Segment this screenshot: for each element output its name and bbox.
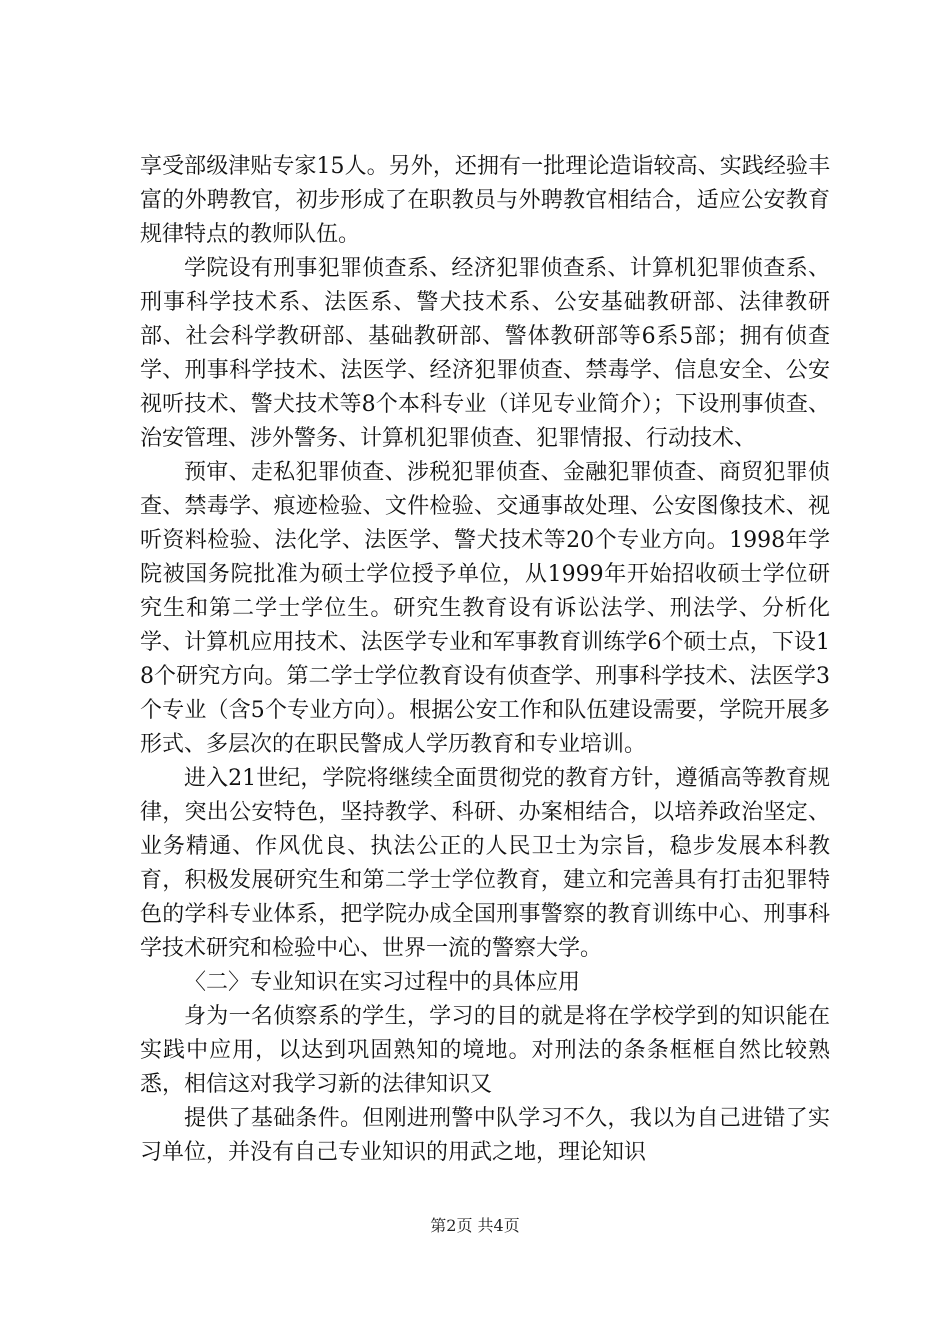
paragraph-departments: 学院设有刑事犯罪侦查系、经济犯罪侦查系、计算机犯罪侦查系、刑事科学技术系、法医系、警犬技术系、公安基础教研部、法律教研部、社会科学教研部、基础教研部、警体教研部等6系5部；拥有侦查学、刑事科学技术、法医学、经济犯罪侦查、禁毒学、信息安全、公安视听技术、警犬技术等8个本科专业（详见专业简介）；下设刑事侦查、治安管理、涉外警务、计算机犯罪侦查、犯罪情报、行动技术、 <box>140 256 830 451</box>
section-heading: 〈二〉专业知识在实习过程中的具体应用 <box>184 970 581 995</box>
paragraph-specialties: 预审、走私犯罪侦查、涉税犯罪侦查、金融犯罪侦查、商贸犯罪侦查、禁毒学、痕迹检验、文件检验、交通事故处理、公安图像技术、视听资料检验、法化学、法医学、警犬技术等20个专业方向。1998年学院被国务院批准为硕士学位授予单位，从1999年开始招收硕士学位研究生和第二学士学位生。研究生教育设有诉讼法学、刑法学、分析化学、计算机应用技术、法医学专业和军事教育训练学6个硕士点，下设18个研究方向。第二学士学位教育设有侦查学、刑事科学技术、法医学3个专业（含5个专业方向）。根据公安工作和队伍建设需要，学院开展多形式、多层次的在职民警成人学历教育和专业培训。 <box>140 460 830 757</box>
paragraph-student-purpose: 身为一名侦察系的学生，学习的目的就是将在学校学到的知识能在实践中应用，以达到巩固熟知的境地。对刑法的条条框框自然比较熟悉，相信这对我学习新的法律知识又 <box>140 1004 830 1097</box>
document-body <box>140 150 830 1170</box>
paragraph-21st-century: 进入21世纪，学院将继续全面贯彻党的教育方针，遵循高等教育规律，突出公安特色，坚持教学、科研、办案相结合，以培养政治坚定、业务精通、作风优良、执法公正的人民卫士为宗旨，稳步发展本科教育，积极发展研究生和第二学士学位教育，建立和完善具有打击犯罪特色的学科专业体系，把学院办成全国刑事警察的教育训练中心、刑事科学技术研究和检验中心、世界一流的警察大学。 <box>140 766 830 961</box>
page-number-footer: 第2页 共4页 <box>430 1216 520 1235</box>
paragraph-faculty-experts: 享受部级津贴专家15人。另外，还拥有一批理论造诣较高、实践经验丰富的外聘教官，初步形成了在职教员与外聘教官相结合，适应公安教育规律特点的教师队伍。 <box>140 154 830 247</box>
paragraph-internship: 提供了基础条件。但刚进刑警中队学习不久，我以为自己进错了实习单位，并没有自己专业知识的用武之地，理论知识 <box>140 1106 830 1165</box>
